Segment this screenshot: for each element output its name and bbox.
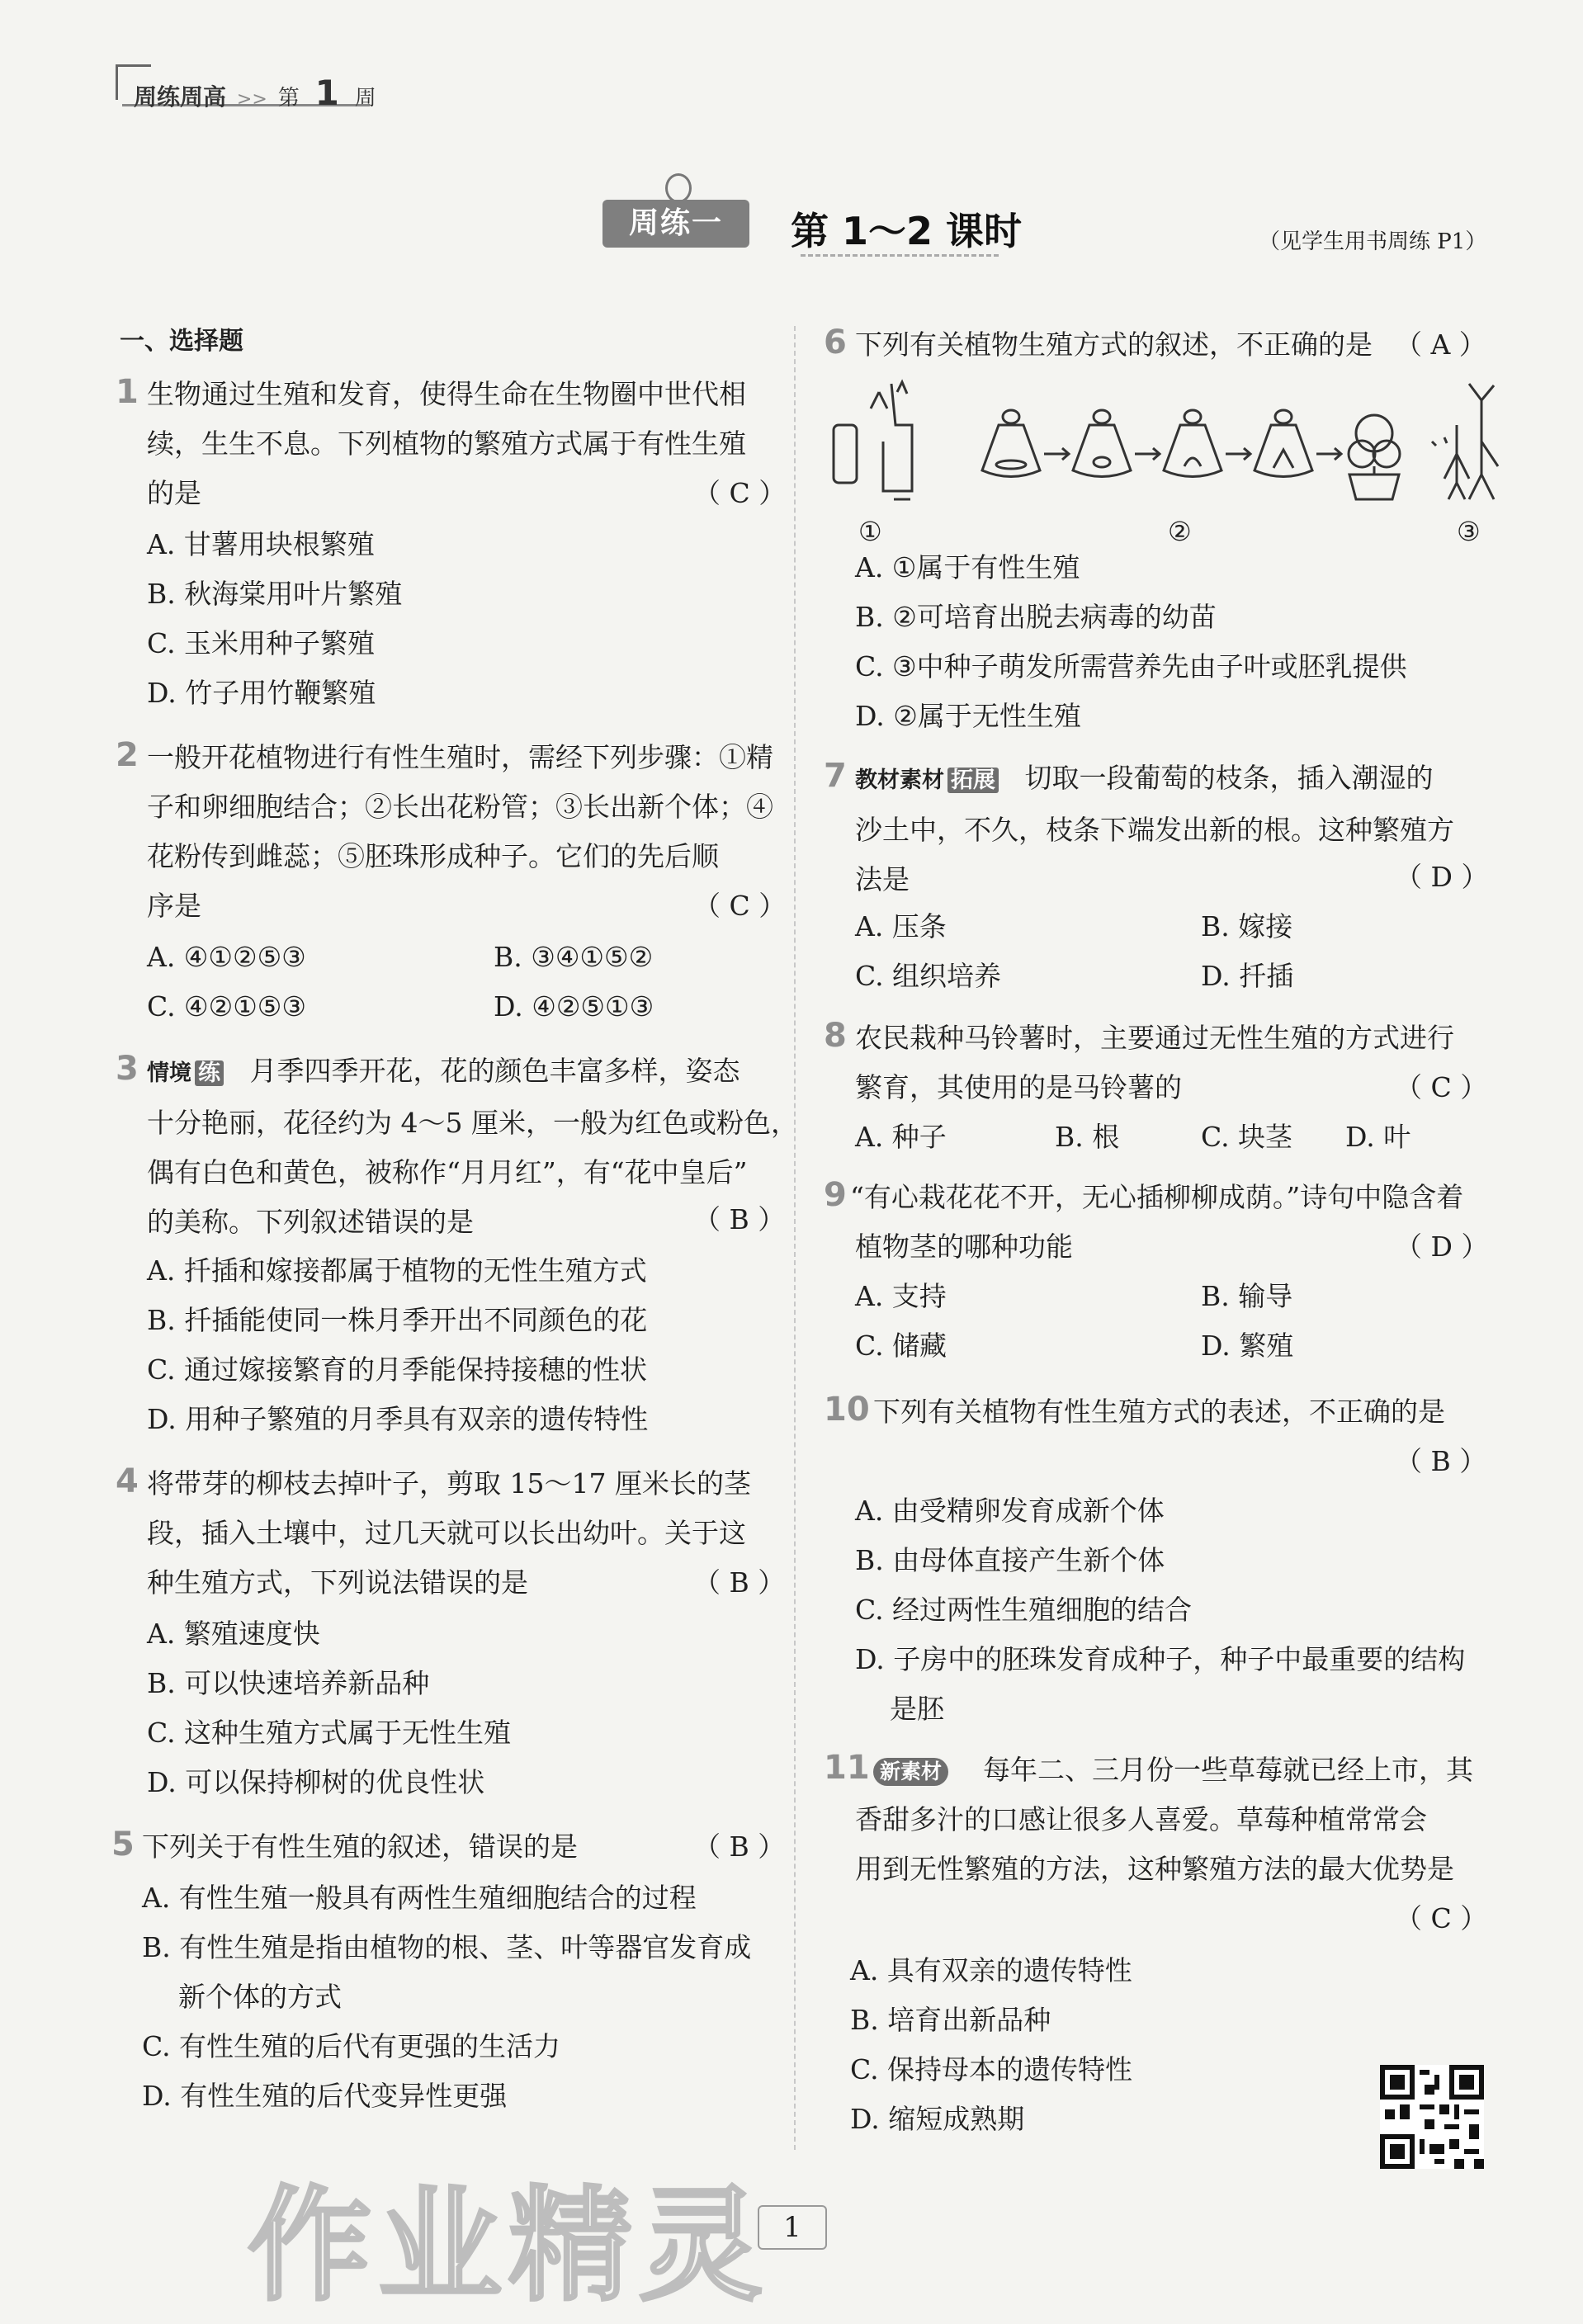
option: A. 扦插和嫁接都属于植物的无性生殖方式 xyxy=(147,1254,647,1287)
stem-line: 农民栽种马铃薯时，主要通过无性生殖的方式进行 xyxy=(855,1022,1454,1054)
option: A. ④①②⑤③ xyxy=(147,941,306,973)
option: B. ③④①⑤② xyxy=(494,941,654,973)
option: A. 有性生殖一般具有两性生殖细胞结合的过程 xyxy=(142,1882,697,1914)
question-number: 1 xyxy=(116,373,139,411)
option: D. 叶 xyxy=(1345,1121,1411,1153)
option-continuation: 是胚 xyxy=(890,1693,944,1725)
question-number: 10 xyxy=(824,1391,870,1429)
answer: （ C ） xyxy=(693,477,787,509)
stem-line: 续，生生不息。下列植物的繁殖方式属于有性生殖 xyxy=(147,427,746,460)
option: D. 繁殖 xyxy=(1201,1330,1294,1362)
stem-line: 十分艳丽，花径约为 4～5 厘米，一般为红色或粉色， xyxy=(147,1107,798,1139)
stem-line: 下列有关植物生殖方式的叙述，不正确的是 xyxy=(855,328,1373,361)
stem-line: 植物茎的哪种功能 xyxy=(855,1230,1073,1263)
stem-line: 法是 xyxy=(855,863,910,895)
seedlings-illustration xyxy=(1432,384,1498,499)
stem-line: 的是 xyxy=(147,477,201,509)
option: C. 有性生殖的后代有更强的生活力 xyxy=(142,2030,561,2062)
answer: （ D ） xyxy=(1395,861,1489,893)
option: C. 经过两性生殖细胞的结合 xyxy=(855,1594,1193,1626)
qr-code-icon[interactable] xyxy=(1380,2065,1484,2169)
grafting-illustration xyxy=(834,382,912,499)
option: C. 玉米用种子繁殖 xyxy=(147,627,376,659)
week-number: 1 xyxy=(314,73,339,113)
question-10-stem xyxy=(873,1387,1445,1437)
option: D. ④②⑤①③ xyxy=(494,990,654,1023)
stem-line: 沙土中，不久，枝条下端发出新的根。这种繁殖方 xyxy=(855,814,1454,846)
stem-line: 下列关于有性生殖的叙述，错误的是 xyxy=(142,1830,578,1863)
series-name: 周练周高 xyxy=(134,83,227,111)
question-7-stem xyxy=(855,753,1454,905)
propagation-figure xyxy=(821,376,1506,549)
option: A. 具有双亲的遗传特性 xyxy=(850,1954,1132,1986)
answer: （ B ） xyxy=(693,1203,786,1235)
option: B. ②可培育出脱去病毒的幼苗 xyxy=(855,601,1217,633)
stem-line: 生物通过生殖和发育，使得生命在生物圈中世代相 xyxy=(147,378,746,410)
question-6-stem xyxy=(855,320,1373,370)
question-number: 11 xyxy=(824,1749,870,1787)
option-continuation: 新个体的方式 xyxy=(178,1981,342,2013)
chevron-right-icon: >> xyxy=(236,89,267,110)
option: B. 有性生殖是指由植物的根、茎、叶等器官发育成 xyxy=(142,1931,752,1963)
stem-line: 偶有白色和黄色，被称作“月月红”，有“花中皇后” xyxy=(147,1156,748,1188)
section-title: 一、选择题 xyxy=(120,327,243,356)
answer: （ C ） xyxy=(693,890,787,922)
answer: （ A ） xyxy=(1395,328,1486,361)
option: C. ④②①⑤③ xyxy=(147,990,306,1023)
question-4-stem xyxy=(147,1459,751,1608)
option: A. 繁殖速度快 xyxy=(147,1618,320,1650)
header-zhou: 周 xyxy=(354,86,376,111)
question-5-stem xyxy=(142,1822,578,1872)
stem-line: 下列有关植物有性生殖方式的表述，不正确的是 xyxy=(873,1396,1445,1428)
stem-line: 香甜多汁的口感让很多人喜爱。草莓种植常常会 xyxy=(855,1803,1427,1835)
question-number: 9 xyxy=(824,1176,847,1214)
question-9-stem xyxy=(850,1173,1463,1272)
new-material-tag: 新素材 xyxy=(873,1758,948,1786)
header-di: 第 xyxy=(277,86,300,111)
answer: （ C ） xyxy=(1395,1071,1488,1103)
option: D. 竹子用竹鞭繁殖 xyxy=(147,677,376,709)
question-11-stem-cont xyxy=(855,1795,1454,1894)
stem-line: 新素材 每年二、三月份一些草莓就已经上市，其 xyxy=(873,1745,1473,1795)
answer: （ B ） xyxy=(693,1830,786,1863)
ribbon-knot-icon xyxy=(665,173,692,203)
question-number: 6 xyxy=(824,324,847,361)
option: B. 培育出新品种 xyxy=(850,2004,1051,2036)
stem-line: 的美称。下列叙述错误的是 xyxy=(147,1206,474,1238)
option: C. 通过嫁接繁育的月季能保持接穗的性状 xyxy=(147,1353,648,1386)
option: D. 子房中的胚珠发育成种子，种子中最重要的结构 xyxy=(855,1643,1466,1675)
context-tag: 情境 练 xyxy=(147,1049,224,1098)
option: D. ②属于无性生殖 xyxy=(855,700,1081,732)
option: C. 保持母本的遗传特性 xyxy=(850,2053,1133,2085)
option: B. 秋海棠用叶片繁殖 xyxy=(147,578,403,610)
option: B. 可以快速培养新品种 xyxy=(147,1667,430,1699)
student-book-reference: （见学生用书周练 P1） xyxy=(1259,229,1487,254)
question-number: 3 xyxy=(116,1050,139,1088)
stem-line: 花粉传到雌蕊；⑤胚珠形成种子。它们的先后顺 xyxy=(147,840,719,872)
answer: （ C ） xyxy=(1395,1902,1488,1934)
option: C. 块茎 xyxy=(1201,1121,1293,1153)
page-number: 1 xyxy=(758,2205,827,2250)
option: B. 输导 xyxy=(1201,1280,1293,1312)
figure-label-2: ② xyxy=(1168,516,1192,547)
question-number: 4 xyxy=(116,1462,139,1500)
option: B. 扦插能使同一株月季开出不同颜色的花 xyxy=(147,1304,648,1336)
lesson-title: 第 1～2 课时 xyxy=(791,209,1023,253)
question-number: 2 xyxy=(116,736,139,774)
question-number: 8 xyxy=(824,1017,847,1055)
option: D. 有性生殖的后代变异性更强 xyxy=(142,2080,508,2112)
option: D. 用种子繁殖的月季具有双亲的遗传特性 xyxy=(147,1403,649,1435)
answer: （ B ） xyxy=(693,1566,786,1599)
stem-line: 教材素材 拓展 切取一段葡萄的枝条，插入潮湿的 xyxy=(855,753,1454,805)
option: A. 甘薯用块根繁殖 xyxy=(147,528,375,560)
figure-label-3: ③ xyxy=(1457,516,1481,547)
stem-line: 种生殖方式，下列说法错误的是 xyxy=(147,1566,528,1599)
watermark-logo: 作业精灵 xyxy=(248,2175,770,2318)
option: A. ①属于有性生殖 xyxy=(855,551,1080,583)
material-tag: 教材素材 拓展 xyxy=(855,756,999,805)
option: A. 由受精卵发育成新个体 xyxy=(855,1495,1165,1527)
question-8-stem xyxy=(855,1013,1454,1112)
practice-badge: 周练一 xyxy=(602,200,749,248)
lesson-title-underline xyxy=(801,254,999,257)
option: C. 组织培养 xyxy=(855,960,1002,992)
stem-line: 子和卵细胞结合；②长出花粉管；③长出新个体；④ xyxy=(147,791,773,823)
answer: （ B ） xyxy=(1395,1445,1487,1477)
figure-label-1: ① xyxy=(858,516,882,547)
option: C. ③中种子萌发所需营养先由子叶或胚乳提供 xyxy=(855,650,1407,683)
question-1-stem xyxy=(147,370,746,518)
option: B. 嫁接 xyxy=(1201,910,1293,942)
option: B. 由母体直接产生新个体 xyxy=(855,1544,1165,1576)
option: A. 压条 xyxy=(855,910,947,942)
question-number: 7 xyxy=(824,757,847,795)
question-11-stem xyxy=(873,1745,1473,1795)
stem-line: 段，插入土壤中，过几天就可以长出幼叶。关于这 xyxy=(147,1517,746,1549)
option: C. 这种生殖方式属于无性生殖 xyxy=(147,1717,512,1749)
tissue-culture-illustration xyxy=(982,410,1400,499)
answer: （ D ） xyxy=(1395,1230,1489,1263)
stem-line: 序是 xyxy=(147,890,201,922)
option: D. 可以保持柳树的优良性状 xyxy=(147,1766,485,1798)
stem-line: 用到无性繁殖的方法，这种繁殖方法的最大优势是 xyxy=(855,1853,1454,1885)
stem-line: 情境 练 月季四季开花，花的颜色丰富多样，姿态 xyxy=(147,1046,798,1098)
question-number: 5 xyxy=(111,1826,135,1863)
running-header xyxy=(134,73,376,113)
question-2-stem xyxy=(147,733,773,931)
stem-line: 一般开花植物进行有性生殖时，需经下列步骤：①精 xyxy=(147,741,773,773)
option: A. 种子 xyxy=(855,1121,947,1153)
stem-line: “有心栽花花不开，无心插柳柳成荫。”诗句中隐含着 xyxy=(850,1181,1464,1213)
option: C. 储藏 xyxy=(855,1330,947,1362)
option: B. 根 xyxy=(1055,1121,1120,1153)
stem-line: 将带芽的柳枝去掉叶子，剪取 15～17 厘米长的茎 xyxy=(147,1467,751,1500)
option: D. 扦插 xyxy=(1201,960,1294,992)
option: D. 缩短成熟期 xyxy=(850,2103,1025,2135)
stem-line: 繁育，其使用的是马铃薯的 xyxy=(855,1071,1182,1103)
option: A. 支持 xyxy=(855,1280,947,1312)
